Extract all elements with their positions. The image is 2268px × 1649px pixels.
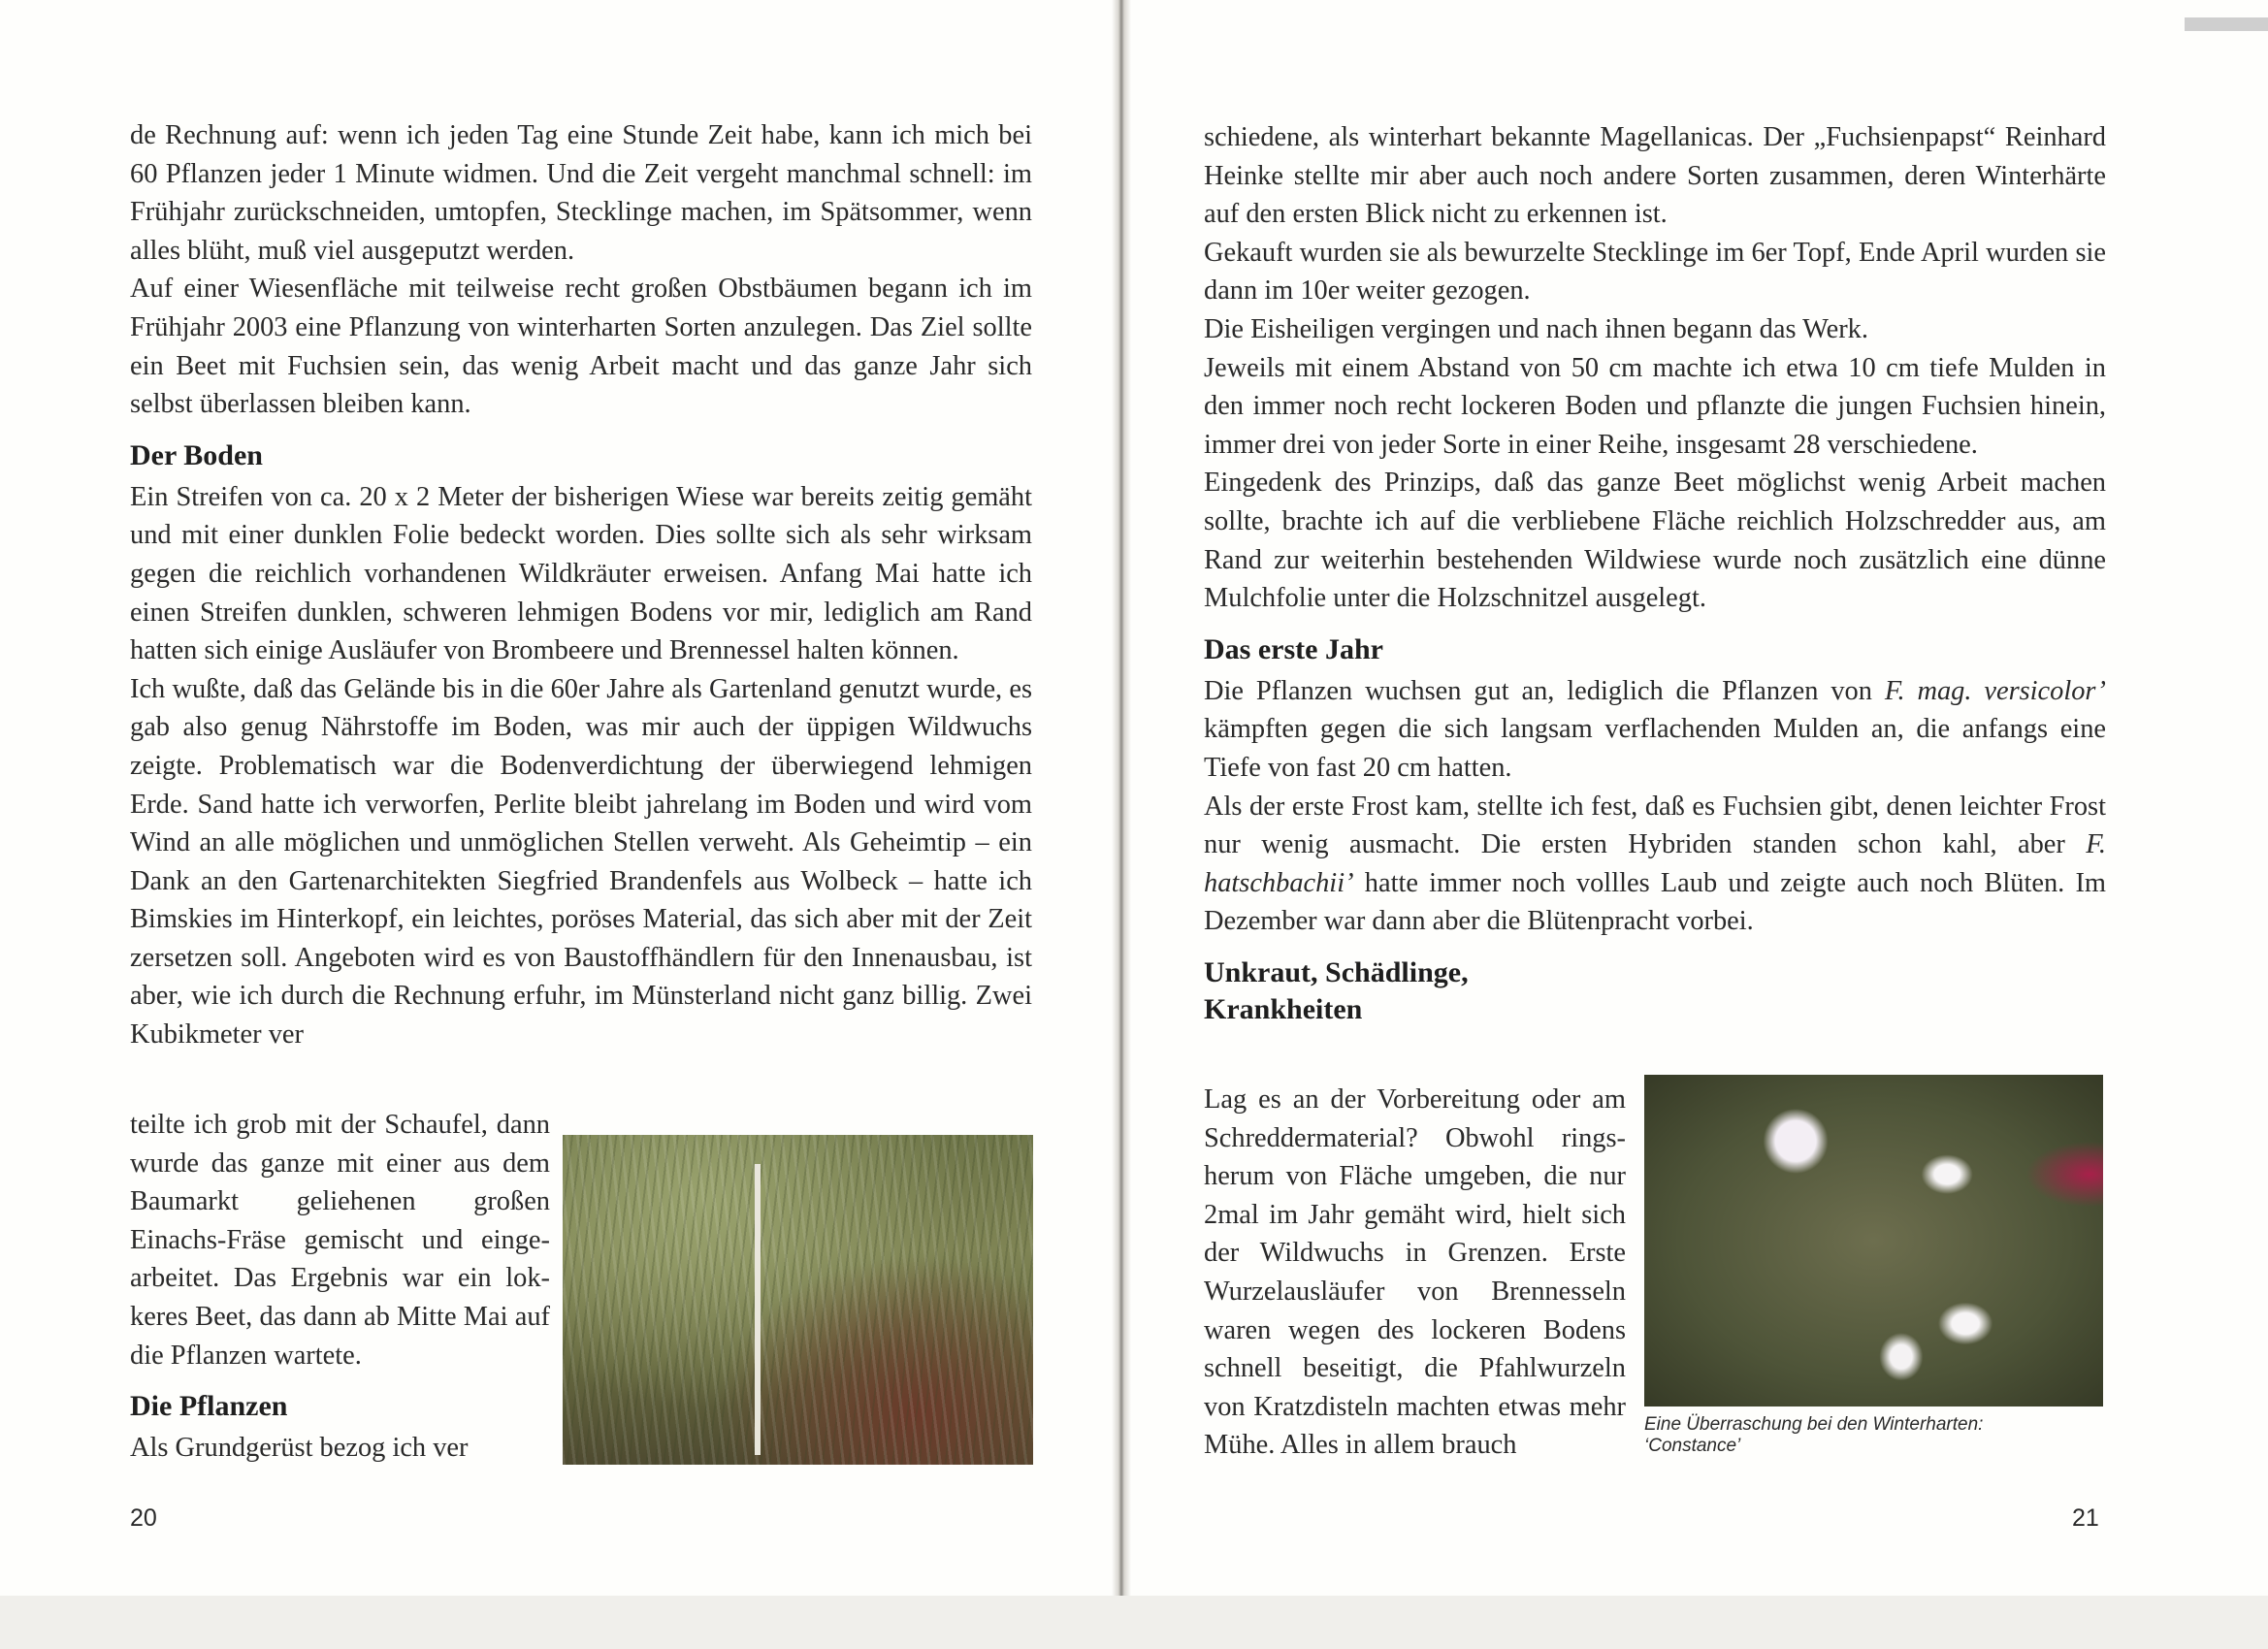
photo-stake [755, 1164, 761, 1455]
garden-bed-photo [563, 1135, 1033, 1465]
photo-caption [1644, 1414, 2110, 1457]
variety-name: F. hatschbachii’ [1204, 829, 2106, 898]
right-wrap-text [1204, 1081, 1626, 1465]
text-span: Als der erste Frost kam, stellte ich fest, daß es Fuchsien gibt, denen leichter Frost nur wenig ausmacht. Die ersten Hybriden standen schon kahl, aber [1204, 791, 2106, 860]
text-span: Die Pflanzen wuchsen gut an, lediglich die Pflanzen von [1204, 675, 1885, 706]
fuchsia-constance-photo [1644, 1075, 2103, 1406]
heading-line: Krankheiten [1204, 992, 1363, 1025]
section-heading-pflanzen: Die Pflanzen [130, 1390, 288, 1423]
paragraph [1204, 672, 2106, 788]
paragraph: schiedene, als winterhart bekannte Magellanicas. Der „Fuchsienpapst“ Reinhard Heinke stellte mir aber auch noch andere Sorten zusammen, deren Winterhärte auf den ersten Blick nicht zu erkennen ist. [1204, 122, 2106, 230]
caption-line: ‘Constance’ [1644, 1436, 1741, 1456]
section-heading-erste-jahr: Das erste Jahr [1204, 632, 1383, 665]
variety-name: F. mag. versicolor’ [1884, 675, 2106, 706]
paragraph: Gekauft wurden sie als bewurzelte Stecklinge im 6er Topf, Ende April wurden sie dann im 10er weiter gezogen. [1204, 237, 2106, 307]
paragraph: Eingedenk des Prinzips, daß das ganze Beet möglichst wenig Arbeit machen sollte, brachte ich auf die verbliebene Fläche reichlich Holzschredder aus, am Rand zur weiterhin bestehenden Wildwiese wurde noch zusätzlich eine dünne Mulchfolie unter die Holzschnitzel ausgelegt. [1204, 468, 2106, 614]
section-heading-boden: Der Boden [130, 438, 263, 471]
left-wrap-text [130, 1106, 550, 1468]
paragraph: Als Grundgerüst bezog ich ver [130, 1433, 469, 1464]
paragraph: de Rechnung auf: wenn ich jeden Tag eine Stunde Zeit habe, kann ich mich bei 60 Pflanzen jeder 1 Minute widmen. Und die Zeit vergeht manchmal schnell: im Frühjahr zurückschneiden, umtopfen, Stecklinge machen, im Spätsommer, wenn alles blüht, muß viel ausgeputzt werden. [130, 120, 1032, 266]
paragraph: Lag es an der Vorbereitung oder am Schreddermaterial? Obwohl ringsherum von Fläche umgeben, die nur 2mal im Jahr gemäht wird, hielt sich der Wildwuchs in Grenzen. Erste Wurzelausläufer von Brennesseln waren wegen des lockeren Bodens schnell beseitigt, die Pfahlwurzeln von Kratzdisteln machten etwas mehr Mühe. Alles in allem brauch [1204, 1084, 1626, 1461]
paragraph: Ich wußte, daß das Gelände bis in die 60er Jahre als Gartenland genutzt wurde, es gab also genug Nährstoffe im Boden, was mir auch der üppigen Wildwuchs zeigte. Problematisch war die Bodenverdichtung der überwiegend lehmigen Erde. Sand hatte ich verworfen, Perlite bleibt jahrelang im Boden und wird vom Wind an alle möglichen und unmöglichen Stellen verweht. Als Geheimtip – ein Dank an den Gartenarchitekten Siegfried Brandenfels aus Wolbeck – hatte ich Bimskies im Hinterkopf, ein leichtes, poröses Material, das sich aber mit der Zeit zersetzen soll. Angeboten wird es von Baustoffhändlern für den Innenausbau, ist aber, wie ich durch die Rechnung erfuhr, im Münsterland nicht ganz billig. Zwei Kubikmeter ver [130, 673, 1032, 1051]
paragraph: Die Eisheiligen vergingen und nach ihnen begann das Werk. [1204, 313, 1868, 344]
text-span: hatte immer noch vollles Laub und zeigte auch noch Blüten. Im Dezember war dann aber die Blütenpracht vorbei. [1204, 867, 2106, 937]
left-main-text [130, 116, 1032, 1054]
page-number-right: 21 [2072, 1504, 2099, 1532]
heading-line: Unkraut, Schädlinge, [1204, 955, 1469, 988]
paragraph: Jeweils mit einem Abstand von 50 cm machte ich etwa 10 cm tiefe Mulden in den immer noch recht lockeren Boden und pflanzte die jungen Fuchsien hinein, immer drei von jeder Sorte in einer Reihe, insgesamt 28 verschiedene. [1204, 352, 2106, 460]
scan-corner-mark [2185, 17, 2268, 31]
right-main-text [1204, 118, 2106, 1028]
paragraph [1204, 788, 2106, 941]
paragraph: teilte ich grob mit der Schaufel, dann wurde das ganze mit einer aus dem Baumarkt geliehenen großen Einachs-Fräse gemischt und eingearbeitet. Das Ergebnis war ein lokkeres Beet, das dann ab Mitte Mai auf die Pflanzen wartete. [130, 1110, 550, 1371]
book-gutter [1112, 0, 1131, 1596]
text-span: kämpften gegen die sich langsam verflachenden Mulden an, die anfangs eine Tiefe von fast 20 cm hatten. [1204, 714, 2106, 783]
scan-border [0, 1596, 2268, 1649]
section-heading-unkraut [1204, 954, 2106, 1028]
paragraph: Ein Streifen von ca. 20 x 2 Meter der bisherigen Wiese war bereits zeitig gemäht und mit einer dunklen Folie bedeckt worden. Dies sollte sich als sehr wirksam gegen die reichlich vorhandenen Wildkräuter erweisen. Anfang Mai hatte ich einen Streifen dunklen, schweren lehmigen Bodens vor mir, lediglich am Rand hatten sich einige Ausläufer von Brombeere und Brennessel halten können. [130, 481, 1032, 666]
paragraph: Auf einer Wiesenfläche mit teilweise recht großen Obstbäumen begann ich im Frühjahr 2003 eine Pflanzung von winterharten Sorten anzulegen. Das Ziel sollte ein Beet mit Fuchsien sein, das wenig Arbeit macht und das ganze Jahr sich selbst überlassen bleiben kann. [130, 274, 1032, 420]
page-number-left: 20 [130, 1504, 157, 1532]
caption-line: Eine Überraschung bei den Winterharten: [1644, 1414, 1984, 1435]
